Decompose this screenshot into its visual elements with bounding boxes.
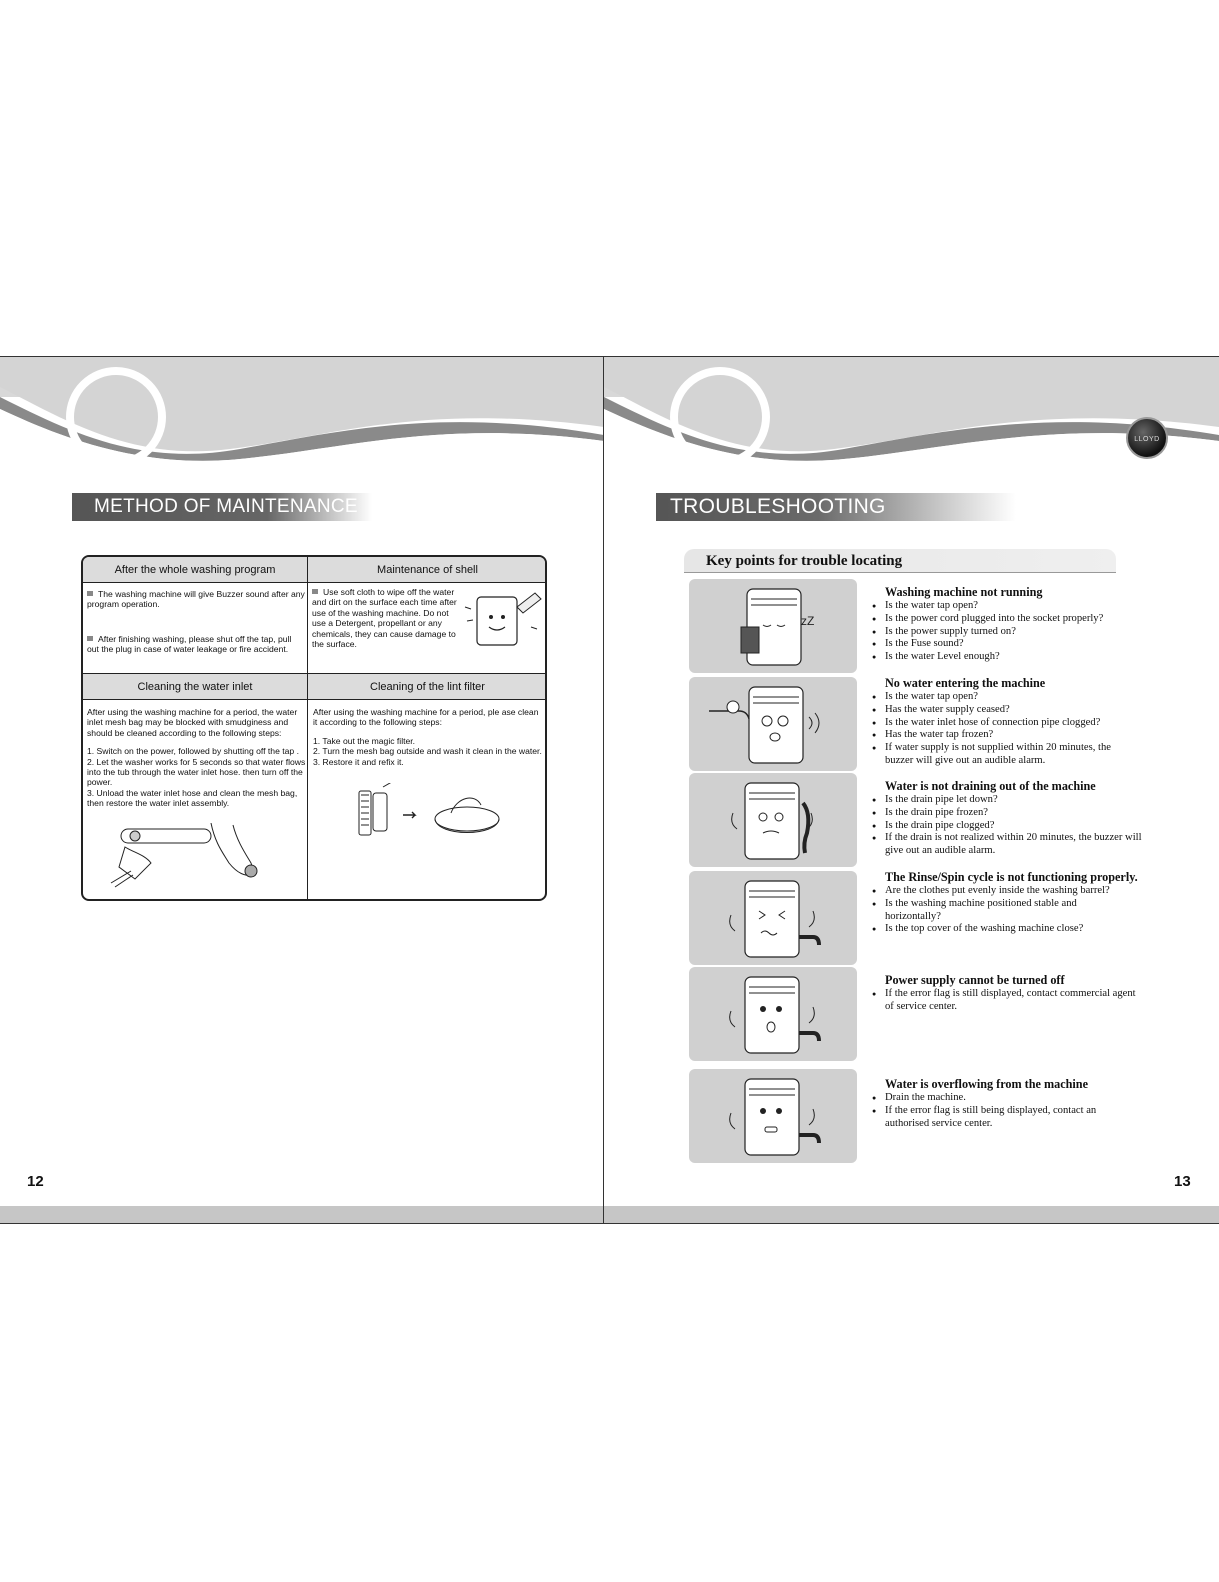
check-item: ● Is the washing machine positioned stable and horizontally?: [872, 898, 1122, 924]
check-item: ● If the drain is not realized within 20 minutes, the buzzer will give out an audible alarm.: [872, 832, 1142, 858]
issue-title: The Rinse/Spin cycle is not functioning properly.: [885, 870, 1138, 884]
shell-content: [312, 587, 462, 649]
maintenance-table: [81, 555, 547, 901]
check-item: ● Are the clothes put evenly inside the washing barrel?: [872, 885, 1122, 898]
shocked-washer-icon: [689, 967, 857, 1061]
dizzy-washer-icon: [689, 871, 857, 965]
header-lint-filter: Cleaning of the lint filter: [308, 674, 547, 700]
issue-title: Water is not draining out of the machine: [885, 779, 1096, 793]
sleeping-washer-icon: [689, 579, 857, 673]
footer-bar-right: [604, 1206, 1219, 1223]
check-item: ● Drain the machine.: [872, 1092, 1112, 1105]
header-maintenance-shell: Maintenance of shell: [308, 557, 547, 583]
header-water-inlet: Cleaning the water inlet: [83, 674, 307, 700]
check-item: ● Is the power supply turned on?: [872, 626, 1172, 639]
issue-title: Washing machine not running: [885, 585, 1043, 599]
page-maintenance: [0, 356, 604, 1224]
after-program-item-2: After finishing washing, please shut off the tap, pull out the plug in case of water leakage or fire accident.: [87, 633, 292, 655]
lint-filter-intro: After using the washing machine for a period, ple ase clean it according to the following steps:: [313, 707, 539, 728]
check-item: ● Is the water tap open?: [872, 600, 1172, 613]
check-item: ● Is the power cord plugged into the socket properly?: [872, 613, 1172, 626]
check-item: ● Has the water tap frozen?: [872, 729, 1122, 742]
issue-not-draining: [872, 779, 1142, 858]
worried-washer-icon: [689, 773, 857, 867]
header-after-program: After the whole washing program: [83, 557, 307, 583]
check-item: ● Is the Fuse sound?: [872, 638, 1172, 651]
illustration-tile-overflowing: [689, 1069, 857, 1163]
issue-rinse-spin: [872, 870, 1138, 936]
lint-filter-content: [313, 707, 543, 767]
issue-title: Power supply cannot be turned off: [885, 973, 1065, 987]
water-inlet-content: [87, 707, 307, 809]
surprised-washer-icon: [689, 677, 857, 771]
illustration-tile-rinse-spin: [689, 871, 857, 965]
water-inlet-intro: After using the washing machine for a period, the water inlet mesh bag may be blocked with smudginess and should be cleaned according to the following steps:: [87, 707, 298, 738]
svg-text:zZ: zZ: [801, 614, 815, 628]
brand-logo: LLOYD: [1126, 417, 1168, 459]
check-item: ● Is the drain pipe clogged?: [872, 820, 1142, 833]
issue-power-supply: [872, 973, 1137, 1014]
illustration-tile-power-supply: [689, 967, 857, 1061]
square-bullet-icon: [87, 636, 93, 641]
lint-filter-step-3: 3. Restore it and refix it.: [313, 756, 404, 767]
check-item: ● If the error flag is still displayed, contact commercial agent of service center.: [872, 988, 1137, 1014]
check-item: ● Is the drain pipe let down?: [872, 794, 1142, 807]
key-points-title: Key points for trouble locating: [684, 549, 1116, 573]
shell-text: Use soft cloth to wipe off the water and dirt on the surface each time after use of the washing machine. Do not use a Detergent, propellant or any chemicals, they can cause damage to the surface.: [312, 587, 457, 650]
header-wave-graphic: [604, 357, 1219, 467]
lint-filter-step-2: 2. Turn the mesh bag outside and wash it clean in the water.: [313, 746, 542, 757]
water-inlet-step-3: 3. Unload the water inlet hose and clean the mesh bag, then restore the water inlet assembly.: [87, 787, 298, 809]
section-title-troubleshooting: TROUBLESHOOTING: [656, 493, 1016, 521]
illustration-tile-no-water: [689, 677, 857, 771]
issue-not-running: [872, 585, 1172, 664]
cleaning-washer-illustration: [461, 587, 545, 653]
lint-filter-step-1: 1. Take out the magic filter.: [313, 735, 416, 746]
check-item: ● Is the water Level enough?: [872, 651, 1172, 664]
water-inlet-step-2: 2. Let the washer works for 5 seconds so that water flows into the tub through the water inlet hose. then turn off the power.: [87, 756, 306, 788]
page-troubleshooting: [604, 356, 1219, 1224]
illustration-tile-not-running: [689, 579, 857, 673]
check-item: ● If water supply is not supplied within 20 minutes, the buzzer will give out an audible alarm.: [872, 742, 1122, 768]
issue-title: Water is overflowing from the machine: [885, 1077, 1088, 1091]
water-inlet-step-1: 1. Switch on the power, followed by shutting off the tap .: [87, 746, 299, 757]
issue-title: No water entering the machine: [885, 676, 1046, 690]
inlet-hose-illustration: [105, 823, 275, 889]
after-program-content: [87, 589, 305, 655]
check-item: ● If the error flag is still being displayed, contact an authorised service center.: [872, 1105, 1112, 1131]
illustration-tile-not-draining: [689, 773, 857, 867]
footer-bar-left: [0, 1206, 603, 1223]
check-item: ● Is the water tap open?: [872, 691, 1122, 704]
check-item: ● Is the top cover of the washing machine close?: [872, 923, 1122, 936]
table-divider-vertical: [307, 557, 308, 899]
manual-spread: [0, 356, 1219, 1224]
issue-no-water: [872, 676, 1122, 768]
square-bullet-icon: [312, 589, 318, 594]
upset-washer-icon: [689, 1069, 857, 1163]
check-item: ● Is the water inlet hose of connection pipe clogged?: [872, 717, 1122, 730]
issue-overflowing: [872, 1077, 1112, 1130]
header-wave-graphic: [0, 357, 604, 467]
check-item: ● Has the water supply ceased?: [872, 704, 1122, 717]
page-number-right: 13: [1174, 1173, 1191, 1190]
section-title-maintenance: METHOD OF MAINTENANCE: [72, 493, 372, 521]
after-program-item-1: The washing machine will give Buzzer sound after any program operation.: [87, 589, 305, 610]
check-item: ● Is the drain pipe frozen?: [872, 807, 1142, 820]
lint-filter-illustration: [353, 783, 513, 841]
square-bullet-icon: [87, 591, 93, 596]
page-number-left: 12: [27, 1173, 44, 1190]
